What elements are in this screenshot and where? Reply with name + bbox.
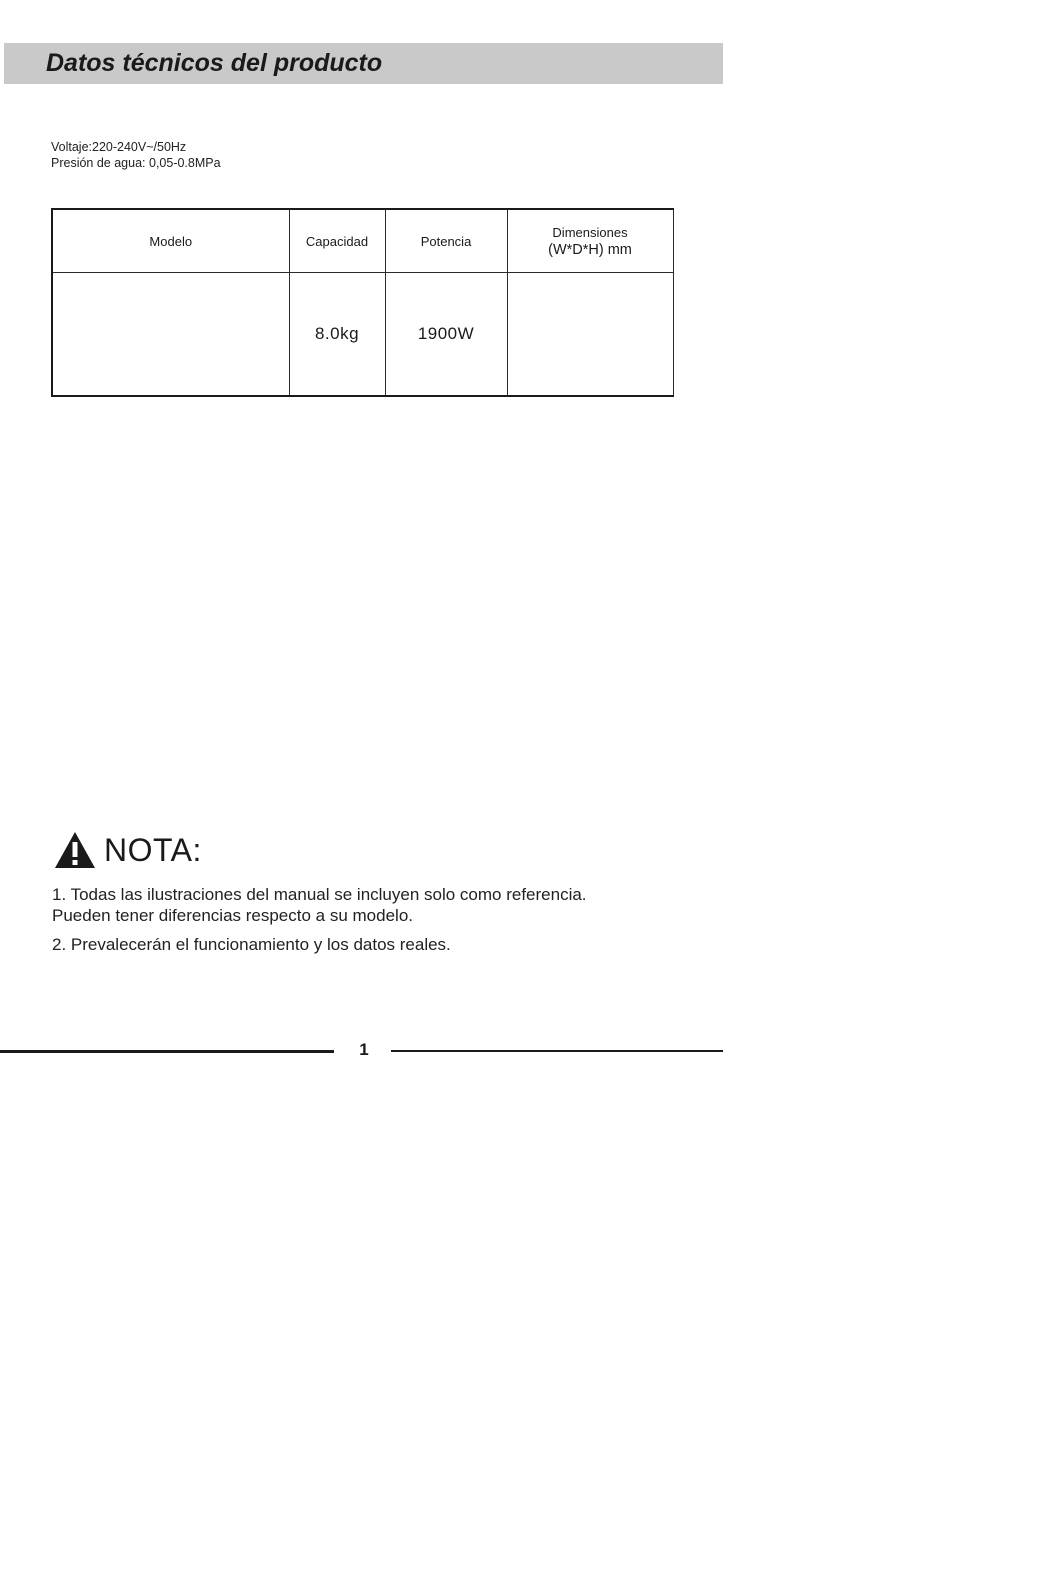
header-capacity: Capacidad — [289, 209, 385, 273]
note-item-1-line-1: 1. Todas las ilustraciones del manual se incluyen solo como referencia. — [52, 885, 587, 904]
table-header-row — [52, 209, 673, 273]
cell-model — [52, 273, 289, 397]
note-item-2: 2. Prevalecerán el funcionamiento y los datos reales. — [52, 935, 451, 954]
page-number: 1 — [359, 1040, 369, 1059]
cell-dimensions — [507, 273, 673, 397]
header-dimensions-label: Dimensiones — [552, 224, 628, 240]
note-title: NOTA: — [104, 831, 202, 868]
water-pressure-spec: Presión de agua: 0,05-0.8MPa — [51, 156, 221, 170]
section-title: Datos técnicos del producto — [46, 49, 383, 77]
cell-capacity: 8.0kg — [289, 273, 385, 397]
product-spec-table — [51, 208, 674, 397]
table-row — [52, 273, 673, 397]
footer-rule-right — [391, 1050, 723, 1052]
note-heading — [54, 830, 734, 870]
warning-triangle-icon — [54, 831, 96, 869]
header-power: Potencia — [385, 209, 507, 273]
cell-power: 1900W — [385, 273, 507, 397]
voltage-spec: Voltaje:220-240V~/50Hz — [51, 140, 187, 154]
note-item-1-line-2: Pueden tener diferencias respecto a su modelo. — [52, 906, 414, 925]
footer-rule-left — [0, 1050, 334, 1053]
header-dimensions — [507, 209, 673, 273]
note-section — [54, 830, 734, 955]
header-model: Modelo — [52, 209, 289, 273]
section-header-bar — [4, 43, 723, 84]
header-dimensions-unit: (W*D*H) mm — [548, 241, 632, 258]
